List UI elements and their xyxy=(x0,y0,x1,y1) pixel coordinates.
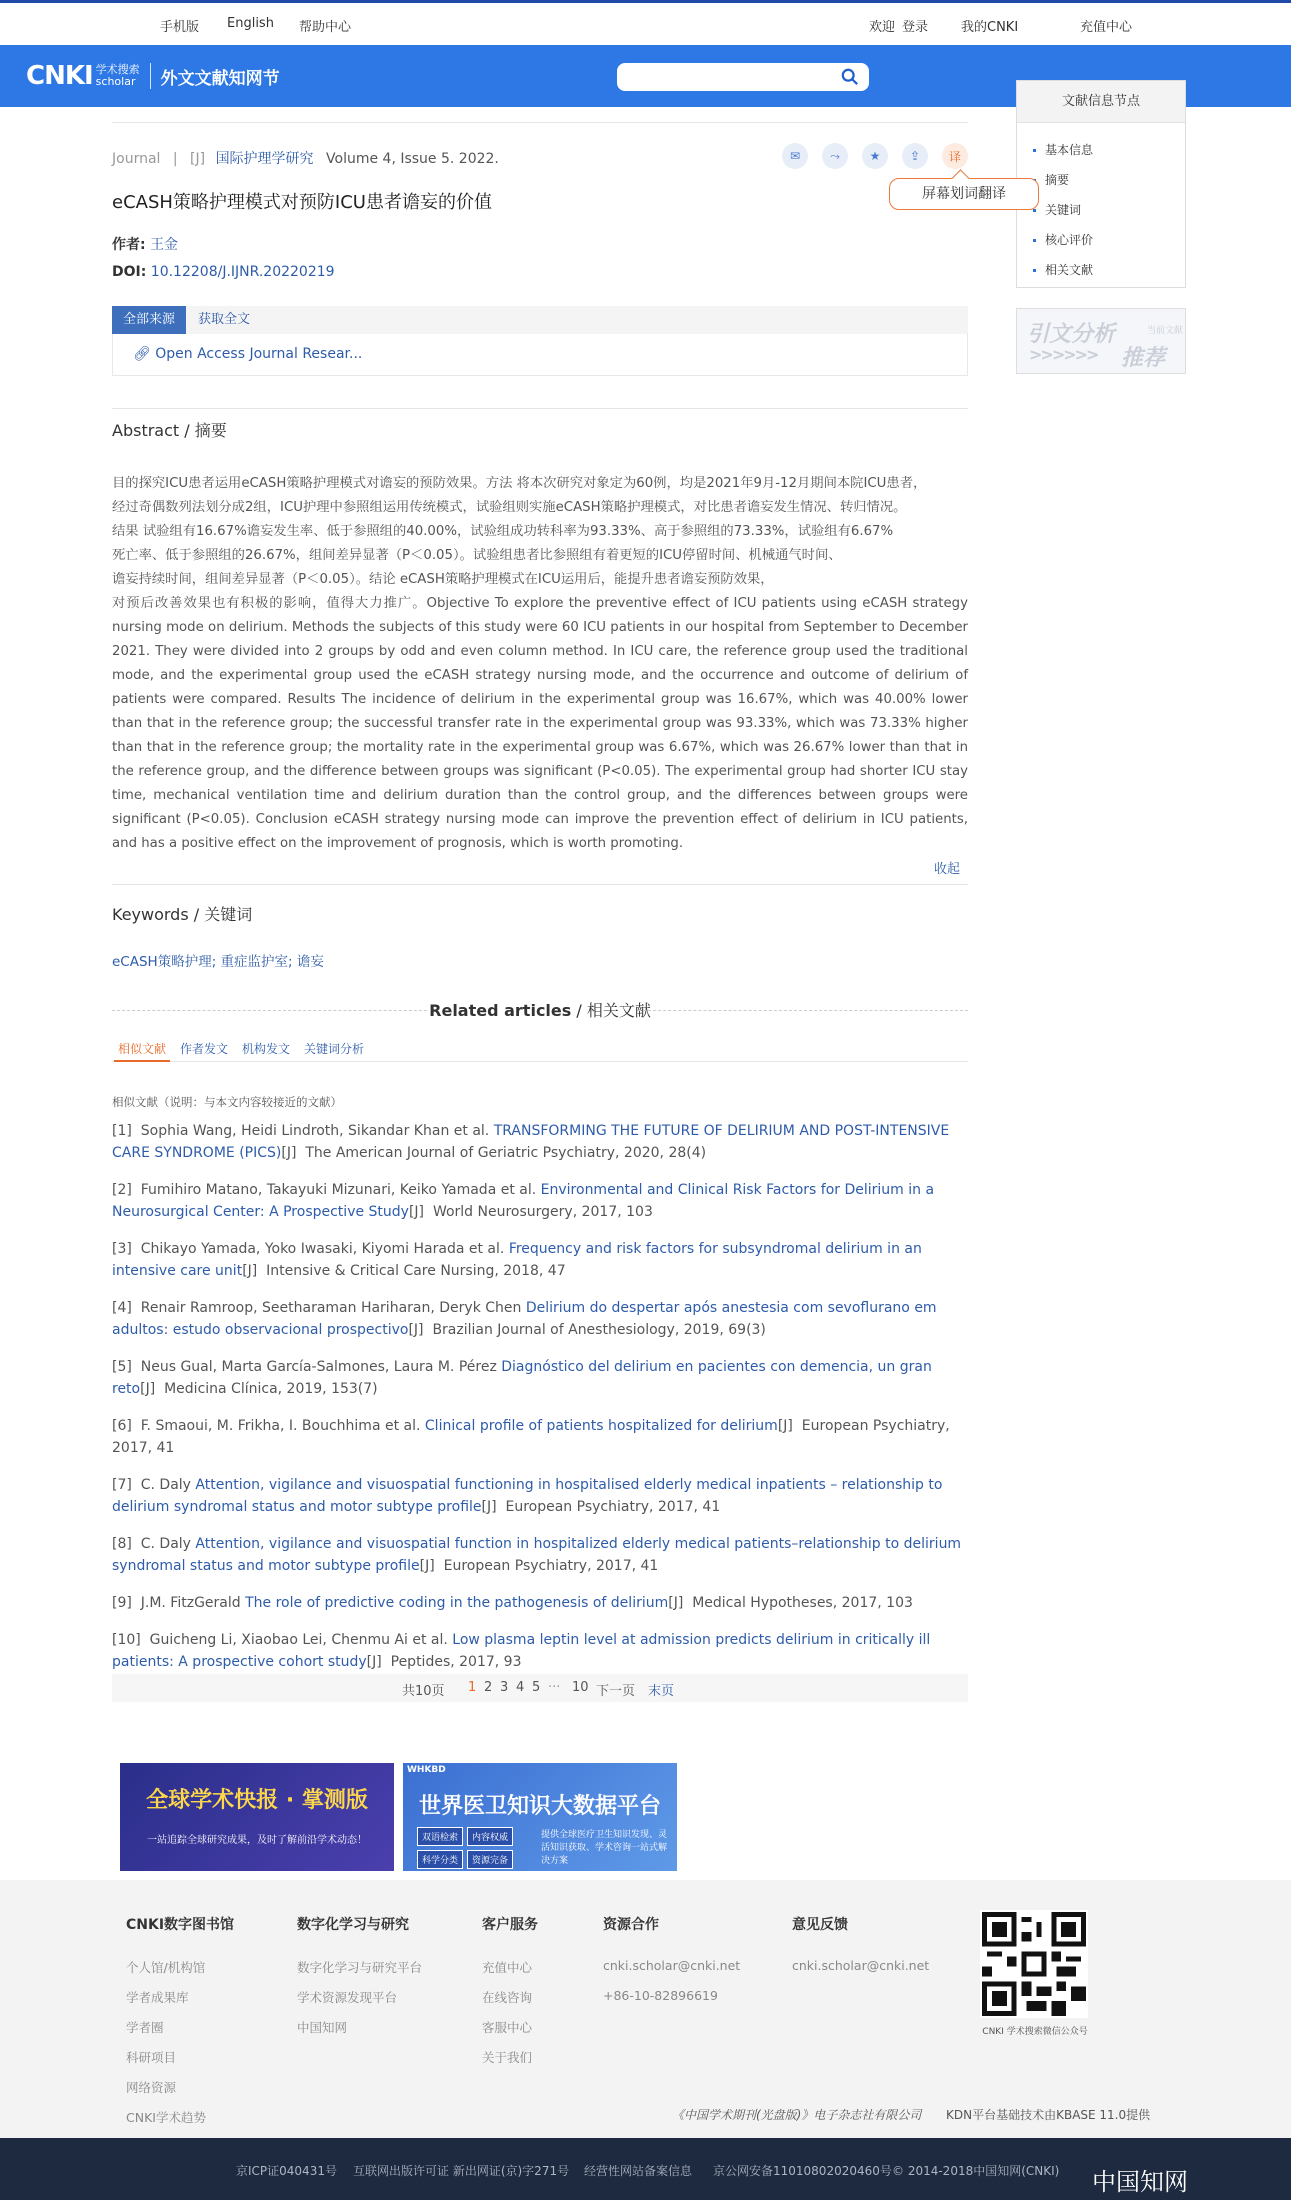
translate-button[interactable]: 译 xyxy=(942,143,968,169)
footer-link[interactable]: 学术资源发现平台 xyxy=(297,1990,398,2005)
list-item: [4] Renair Ramroop, Seetharaman Hariharan, Deryk Chen Delirium do despertar após anestesia com sevoflurano em adultos: estudo observacional prospectivo[J] Brazilian Journal of Anesthesiology, 2019, 69(3) xyxy=(112,1300,937,1338)
page-5[interactable]: 5 xyxy=(532,1680,541,1695)
divider xyxy=(112,408,968,409)
footer-link[interactable]: 个人馆/机构馆 xyxy=(126,1960,206,1975)
list-item: [8] C. Daly Attention, vigilance and visuospatial function in hospitalized elderly medical patients–relationship to delirium syndromal status and motor subtype profile[J] European Psychiatry, 2017, 41 xyxy=(112,1536,962,1574)
footer-link[interactable]: 学者圈 xyxy=(126,2020,164,2035)
pub-type: Journal xyxy=(112,151,161,167)
abstract-text xyxy=(112,472,968,856)
footer-link[interactable]: cnki.scholar@cnki.net xyxy=(792,1958,930,1973)
license-text[interactable]: 互联网出版许可证 新出网证(京)字271号 xyxy=(353,2164,570,2178)
site-name: 外文文献知网节 xyxy=(160,68,280,89)
volume-info: Volume 4, Issue 5. 2022. xyxy=(326,151,499,167)
reference-title-link[interactable]: TRANSFORMING THE FUTURE OF DELIRIUM AND POST-INTENSIVE CARE SYNDROME (PICS) xyxy=(112,1123,950,1161)
reference-title-link[interactable]: Attention, vigilance and visuospatial function in hospitalized elderly medical patients–relationship to delirium syndromal status and motor subtype profile xyxy=(112,1536,962,1574)
reference-list xyxy=(112,1120,968,1688)
icp-text[interactable]: 京ICP证040431号 xyxy=(236,2164,337,2178)
keywords-heading: Keywords / 关键词 xyxy=(112,905,253,924)
nav-item-related[interactable]: 相关文献 xyxy=(1045,255,1185,285)
banner2-chips: 双语检索 内容权威 科学分类 资源完备 xyxy=(417,1827,517,1869)
abstract-heading: Abstract / 摘要 xyxy=(112,421,227,440)
tech-text: KDN平台基础技术由KBASE 11.0提供 xyxy=(946,2108,1151,2122)
source-tabs xyxy=(112,306,968,334)
list-item: [6] F. Smaoui, M. Frikha, I. Bouchhima et al. Clinical profile of patients hospitalized for delirium[J] European Psychiatry, 2017, 41 xyxy=(112,1418,950,1456)
footer-link: +86-10-82896619 xyxy=(603,1988,718,2003)
nav-title: 文献信息节点 xyxy=(1017,81,1185,123)
search-icon[interactable] xyxy=(841,68,859,86)
article-title: eCASH策略护理模式对预防ICU患者谵妄的价值 xyxy=(112,192,492,213)
page-ellipsis: ··· xyxy=(548,1680,561,1695)
divider xyxy=(112,884,968,885)
ad-text-recommend: 推荐 xyxy=(1121,346,1166,371)
banner1-subtitle: 一站追踪全球研究成果，及时了解前沿学术动态！ xyxy=(147,1835,367,1846)
related-tabs xyxy=(112,1034,968,1062)
footer-link[interactable]: 中国知网 xyxy=(297,2020,348,2035)
doi-line xyxy=(112,264,335,280)
footer-link[interactable]: cnki.scholar@cnki.net xyxy=(603,1958,741,1973)
list-item: [1] Sophia Wang, Heidi Lindroth, Sikandar Khan et al. TRANSFORMING THE FUTURE OF DELIRIUM AND POST-INTENSIVE CARE SYNDROME (PICS)[J] The American Journal of Geriatric Psychiatry, 2020, 28(4) xyxy=(112,1123,950,1161)
chevrons-icon: >>>>>> xyxy=(1029,345,1098,364)
logo-text: CNKI xyxy=(26,61,93,91)
tab-all-sources[interactable]: 全部来源 xyxy=(112,306,186,334)
qr-code-icon xyxy=(980,1910,1088,2018)
abstract-line: 对预后改善效果也有积极的影响，值得大力推广。Objective To explore the preventive effect of ICU patients using eCASH strategy nursing mode on delirium. Methods the subjects of this study were 60 ICU patients in our hospital from September to December 2021. They were divided into 2 groups by odd and even column method. In ICU care, the reference group used the traditional mode, and the experimental group used the eCASH strategy nursing mode, and the occurrence and outcome of delirium of patients were compared. Results The incidence of delirium in the experimental group was 16.67%, which was 40.00% lower than that in the reference group; the successful transfer rate in the experimental group was 93.33%, which was 73.33% higher than that in the reference group; the mortality rate in the experimental group was 6.67%, which was 26.67% lower than that in the reference group, and the difference between groups was significant (P<0.05). The experimental group had shorter ICU stay time, mechanical ventilation time and delirium duration than the control group, and the differences between groups were significant (P<0.05). Conclusion eCASH strategy nursing mode can improve the prevention effect of delirium in ICU patients, and has a positive effect on the improvement of prognosis, which is worth promoting. xyxy=(112,596,968,851)
abstract-line: 结果 试验组有16.67%谵妄发生率、低于参照组的40.00%，试验组成功转科率为93.33%、高于参照组的73.33%，试验组有6.67% xyxy=(112,524,894,539)
footer-col-cooperation: 资源合作 cnki.scholar@cnki.net +86-10-82896619 xyxy=(603,1914,740,2018)
list-item: [3] Chikayo Yamada, Yoko Iwasaki, Kiyomi Harada et al. Frequency and risk factors for subsyndromal delirium in an intensive care unit[J] Intensive & Critical Care Nursing, 2018, 47 xyxy=(112,1241,922,1279)
footer-col-feedback: 意见反馈 cnki.scholar@cnki.net xyxy=(792,1914,929,1988)
abstract-line: 经过奇偶数列法划分成2组，ICU护理中参照组运用传统模式，试验组则实施eCASH策略护理模式，对比患者谵妄发生情况、转归情况。 xyxy=(112,500,907,515)
footer-col-learning: 数字化学习与研究 数字化学习与研究平台 学术资源发现平台 中国知网 xyxy=(297,1914,422,2048)
source-box xyxy=(112,334,968,376)
meta-separator: | xyxy=(172,151,178,167)
related-articles-heading xyxy=(112,998,968,1022)
mobile-link[interactable]: 手机版 xyxy=(160,20,200,35)
star-icon[interactable]: ★ xyxy=(862,143,888,169)
dashed-line xyxy=(112,1010,442,1011)
list-item: [9] J.M. FitzGerald The role of predictive coding in the pathogenesis of delirium[J] Medical Hypotheses, 2017, 103 xyxy=(112,1595,913,1611)
logo-divider xyxy=(150,63,151,89)
list-item: [5] Neus Gual, Marta García-Salmones, Laura M. Pérez Diagnóstico del delirium en pacientes con demencia, un gran reto[J] Medicina Clínica, 2019, 153(7) xyxy=(112,1359,932,1397)
nav-item-abstract[interactable]: 摘要 xyxy=(1045,165,1185,195)
footer xyxy=(0,1880,1291,2138)
source-link[interactable]: 🔗︎ Open Access Journal Resear... xyxy=(133,346,363,362)
footer-link[interactable]: CNKI学术趋势 xyxy=(126,2110,206,2125)
nav-item-basic[interactable]: 基本信息 xyxy=(1045,135,1185,165)
nav-item-keywords[interactable]: 关键词 xyxy=(1045,195,1185,225)
tab-author-papers[interactable]: 作者发文 xyxy=(180,1042,229,1056)
page-total: 共10页 xyxy=(402,1684,445,1699)
doi-link[interactable]: 10.12208/J.IJNR.20220219 xyxy=(150,264,335,280)
abstract-line: 目的探究ICU患者运用eCASH策略护理模式对谵妄的预防效果。方法 将本次研究对象定为60例，均是2021年9月-12月期间本院ICU患者， xyxy=(112,476,927,491)
export-icon[interactable]: ⇪ xyxy=(902,143,928,169)
publisher-text: 《中国学术期刊(光盘版)》电子杂志社有限公司 xyxy=(672,2108,922,2122)
last-page-link[interactable]: 末页 xyxy=(648,1684,675,1699)
reference-title-link[interactable]: Diagnóstico del delirium en pacientes con demencia, un gran reto xyxy=(112,1359,932,1397)
dashed-line xyxy=(638,1010,968,1011)
welcome-text: 欢迎 xyxy=(869,20,896,35)
doi-label: DOI: xyxy=(112,264,147,280)
abstract-line: 死亡率、低于参照组的26.67%，组间差异显著（P＜0.05）。试验组患者比参照组有着更短的ICU停留时间、机械通气时间、 xyxy=(112,548,842,563)
footer-link[interactable]: 网络资源 xyxy=(126,2080,177,2095)
my-cnki-link[interactable]: 我的CNKI xyxy=(961,20,1019,35)
top-bar xyxy=(0,3,1291,45)
tab-similar[interactable]: 相似文献 xyxy=(118,1042,167,1056)
bottom-bar xyxy=(0,2138,1291,2200)
abstract-line: 谵妄持续时间，组间差异显著（P＜0.05）。结论 eCASH策略护理模式在ICU运用后，能提升患者谵妄预防效果， xyxy=(112,572,774,587)
footer-col-service: 客户服务 充值中心 在线咨询 客服中心 关于我们 xyxy=(482,1914,538,2078)
cnki-logo[interactable] xyxy=(26,61,280,91)
footer-link[interactable]: 学者成果库 xyxy=(126,1990,189,2005)
page-1[interactable]: 1 xyxy=(468,1680,477,1695)
banner1-title: 全球学术快报 · 掌测版 xyxy=(146,1788,368,1813)
reference-title-link[interactable]: The role of predictive coding in the pathogenesis of delirium xyxy=(245,1595,669,1611)
police-text[interactable]: 京公网安备11010802020460号 xyxy=(713,2164,892,2178)
logo-subtitle: 学术搜索 scholar xyxy=(95,63,140,88)
footer-link[interactable]: 充值中心 xyxy=(482,1960,533,1975)
banner2-desc: 提供全球医疗卫生知识发现、灵活知识获取、学术咨询一站式解决方案 xyxy=(541,1830,668,1866)
english-link[interactable]: English xyxy=(227,16,274,31)
collapse-link[interactable]: 收起 xyxy=(934,862,961,877)
footer-link[interactable]: 在线咨询 xyxy=(482,1990,533,2005)
author-link[interactable]: 王金 xyxy=(150,237,179,253)
share-icon[interactable]: ⤳ xyxy=(822,143,848,169)
keywords-list[interactable]: eCASH策略护理; 重症监护室; 谵妄 xyxy=(112,954,324,970)
copyright-text: © 2014-2018中国知网(CNKI) xyxy=(892,2164,1060,2178)
medical-bigdata-banner[interactable] xyxy=(403,1763,677,1871)
pub-type-tag: [J] xyxy=(190,151,206,167)
journal-link[interactable]: 国际护理学研究 xyxy=(215,151,314,167)
page-2[interactable]: 2 xyxy=(484,1680,493,1695)
list-item: [10] Guicheng Li, Xiaobao Lei, Chenmu Ai et al. Low plasma leptin level at admission predicts delirium in critically ill patients: A prospective cohort study[J] Peptides, 2017, 93 xyxy=(112,1632,931,1670)
record-text[interactable]: 经营性网站备案信息 xyxy=(584,2164,693,2178)
footer-link[interactable]: 科研项目 xyxy=(126,2050,177,2065)
similar-note: 相似文献（说明：与本文内容较接近的文献） xyxy=(112,1095,342,1109)
reference-title-link[interactable]: Environmental and Clinical Risk Factors for Delirium in a Neurosurgical Center: A Prospective Study xyxy=(112,1182,935,1220)
nav-item-evaluation[interactable]: 核心评价 xyxy=(1045,225,1185,255)
link-icon: 🔗︎ xyxy=(133,346,151,362)
global-academic-banner[interactable] xyxy=(120,1763,394,1871)
translate-tooltip: 屏幕划词翻译 xyxy=(889,178,1039,210)
reference-title-link[interactable]: Clinical profile of patients hospitalized for delirium xyxy=(424,1418,778,1434)
search-input[interactable] xyxy=(617,63,869,91)
reference-title-link[interactable]: Frequency and risk factors for subsyndromal delirium in an intensive care unit xyxy=(112,1241,922,1279)
reference-title-link[interactable]: Delirium do despertar após anestesia com sevoflurano em adultos: estudo observacional prospectivo xyxy=(112,1300,937,1338)
recharge-link[interactable]: 充值中心 xyxy=(1080,20,1133,35)
author-line xyxy=(112,234,178,254)
footer-link[interactable]: 客服中心 xyxy=(482,2020,533,2035)
related-title: Related articles / 相关文献 xyxy=(429,1001,651,1020)
author-label: 作者: xyxy=(112,237,146,253)
list-item: [7] C. Daly Attention, vigilance and visuospatial functioning in hospitalised elderly medical inpatients – relationship to delirium syndromal status and motor subtype profile[J] European Psychiatry, 2017, 41 xyxy=(112,1477,943,1515)
login-link[interactable]: 登录 xyxy=(902,20,929,35)
help-link[interactable]: 帮助中心 xyxy=(299,20,352,35)
footer-link[interactable]: 关于我们 xyxy=(482,2050,533,2065)
action-icons xyxy=(782,143,968,169)
page-10[interactable]: 10 xyxy=(572,1680,589,1695)
banner2-tag: WHKBD xyxy=(407,1765,446,1775)
document-info-nav xyxy=(1016,80,1186,288)
footer-col-library: CNKI数字图书馆 个人馆/机构馆 学者成果库 学者圈 科研项目 网络资源 CNKI学术趋势 xyxy=(126,1914,234,2138)
article-meta xyxy=(112,148,499,168)
tab-get-fulltext[interactable]: 获取全文 xyxy=(198,312,251,327)
cnki-brand-logo[interactable]: 中国知网 xyxy=(1092,2168,1188,2196)
page-3[interactable]: 3 xyxy=(500,1680,509,1695)
reference-title-link[interactable]: Low plasma leptin level at admission predicts delirium in critically ill patients: A prospective cohort study xyxy=(112,1632,931,1670)
footer-link[interactable]: 数字化学习与研究平台 xyxy=(297,1960,423,1975)
list-item: [2] Fumihiro Matano, Takayuki Mizunari, Keiko Yamada et al. Environmental and Clinical Risk Factors for Delirium in a Neurosurgical Center: A Prospective Study[J] World Neurosurgery, 2017, 103 xyxy=(112,1182,935,1220)
banner2-title: 世界医卫知识大数据平台 xyxy=(418,1794,661,1819)
tab-keyword-analysis[interactable]: 关键词分析 xyxy=(304,1042,365,1056)
divider xyxy=(112,122,968,123)
mail-icon[interactable]: ✉ xyxy=(782,143,808,169)
ad-text-main: 引文分析 xyxy=(1027,322,1116,347)
pagination xyxy=(112,1674,968,1702)
reference-title-link[interactable]: Attention, vigilance and visuospatial functioning in hospitalised elderly medical inpatients – relationship to delirium syndromal status and motor subtype profile xyxy=(112,1477,943,1515)
next-page-link[interactable]: 下一页 xyxy=(596,1684,636,1699)
qr-caption: CNKI 学术搜索微信公众号 xyxy=(982,2027,1088,2037)
citation-analysis-ad[interactable] xyxy=(1016,308,1186,374)
ad-text-small: 当前文献 xyxy=(1147,326,1184,336)
page-4[interactable]: 4 xyxy=(516,1680,525,1695)
tab-institution-papers[interactable]: 机构发文 xyxy=(242,1042,291,1056)
